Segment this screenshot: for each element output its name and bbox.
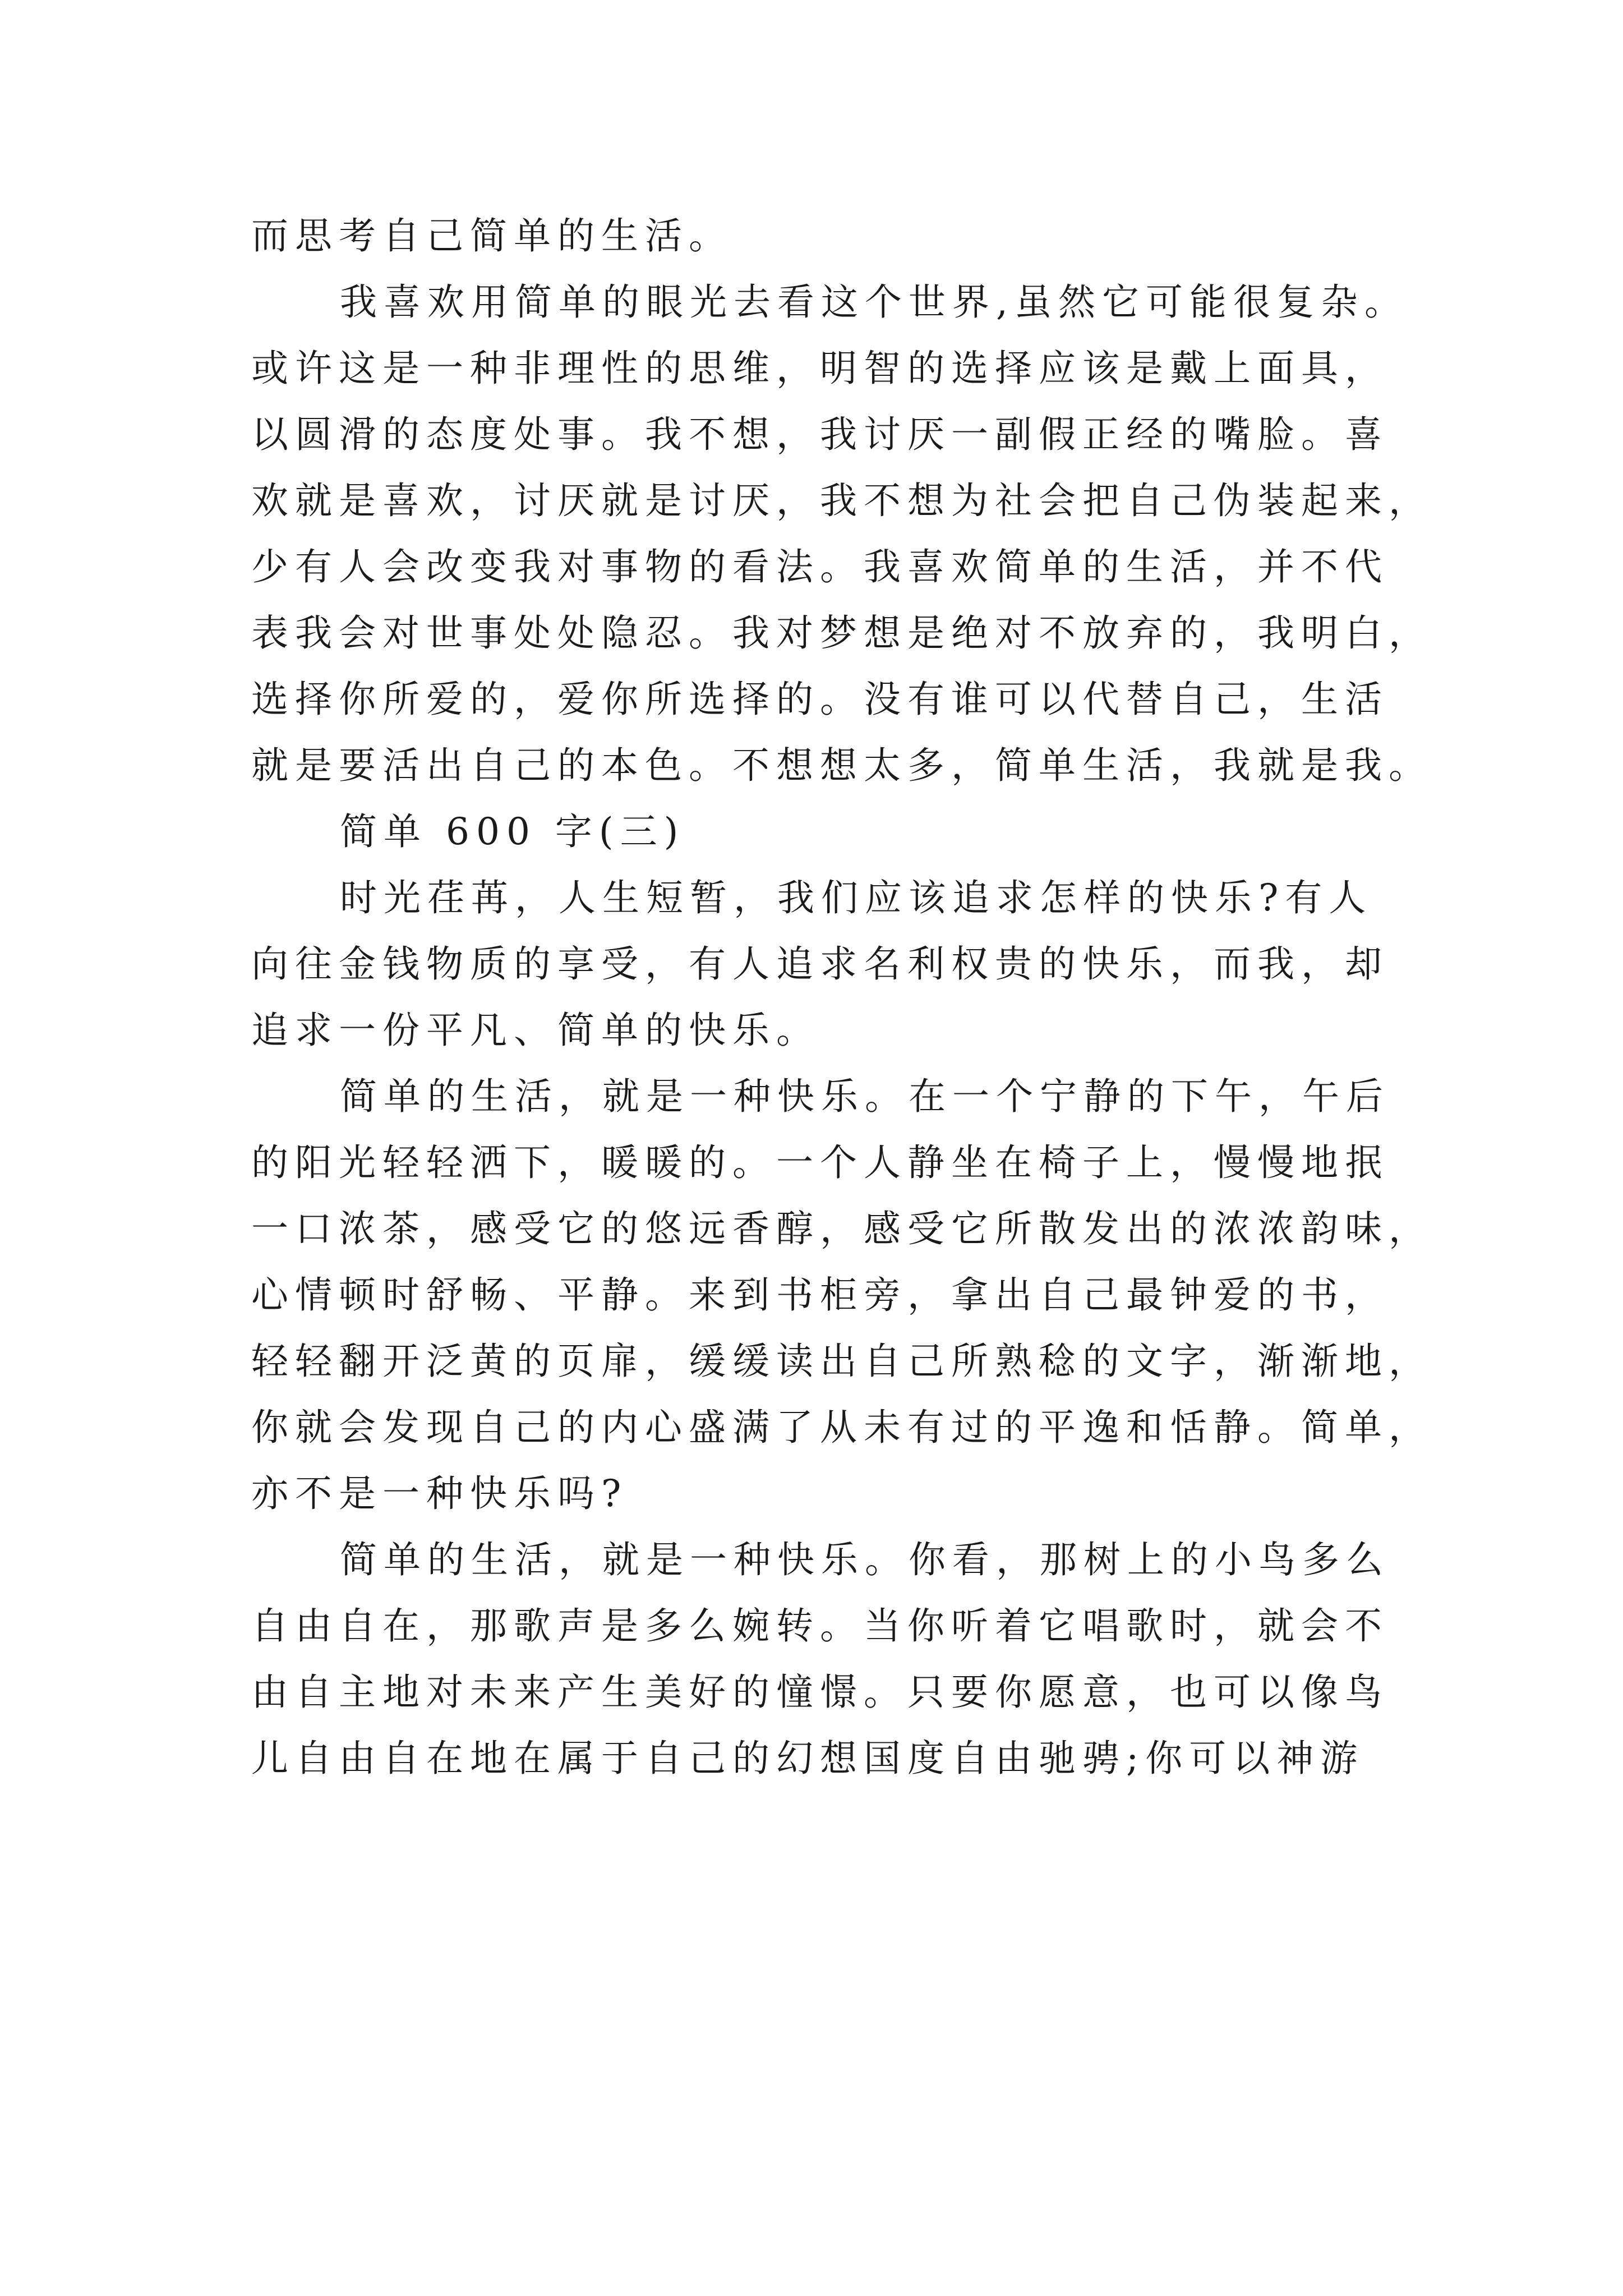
text-line: 或许这是一种非理性的思维，明智的选择应该是戴上面具， — [251, 347, 1389, 390]
text-line: 你就会发现自己的内心盛满了从未有过的平逸和恬静。简单， — [251, 1406, 1432, 1449]
text-line: 追求一份平凡、简单的快乐。 — [251, 1009, 820, 1052]
text-line: 而思考自己简单的生活。 — [251, 214, 732, 257]
text-line: 少有人会改变我对事物的看法。我喜欢简单的生活，并不代 — [251, 545, 1389, 588]
text-line: 欢就是喜欢，讨厌就是讨厌，我不想为社会把自己伪装起来， — [251, 479, 1432, 522]
text-line: 的阳光轻轻洒下，暖暖的。一个人静坐在椅子上，慢慢地抿 — [251, 1141, 1389, 1184]
text-line: 简单的生活，就是一种快乐。你看，那树上的小鸟多么 — [340, 1538, 1390, 1581]
text-line: 心情顿时舒畅、平静。来到书柜旁，拿出自己最钟爱的书， — [251, 1273, 1389, 1317]
body-text — [251, 203, 1432, 1792]
text-line: 以圆滑的态度处事。我不想，我讨厌一副假正经的嘴脸。喜 — [251, 413, 1389, 456]
text-line: 就是要活出自己的本色。不想想太多，简单生活，我就是我。 — [251, 744, 1432, 787]
text-line: 表我会对世事处处隐忍。我对梦想是绝对不放弃的，我明白， — [251, 611, 1432, 655]
text-line: 我喜欢用简单的眼光去看这个世界,虽然它可能很复杂。 — [340, 280, 1408, 324]
text-line: 向往金钱物质的享受，有人追求名利权贵的快乐，而我，却 — [251, 942, 1389, 986]
text-line: 亦不是一种快乐吗? — [251, 1472, 628, 1515]
text-line: 自由自在，那歌声是多么婉转。当你听着它唱歌时，就会不 — [251, 1604, 1389, 1648]
text-line: 时光荏苒，人生短暂，我们应该追求怎样的快乐?有人 — [340, 876, 1373, 919]
text-line: 由自主地对未来产生美好的憧憬。只要你愿意，也可以像鸟 — [251, 1671, 1389, 1714]
text-line: 轻轻翻开泛黄的页扉，缓缓读出自己所熟稔的文字，渐渐地， — [251, 1340, 1432, 1383]
text-line: 简单的生活，就是一种快乐。在一个宁静的下午，午后 — [340, 1075, 1390, 1118]
text-line: 简单 600 字(三) — [340, 810, 685, 853]
text-line: 一口浓茶，感受它的悠远香醇，感受它所散发出的浓浓韵味， — [251, 1207, 1432, 1250]
text-line: 儿自由自在地在属于自己的幻想国度自由驰骋;你可以神游 — [251, 1737, 1364, 1780]
text-line: 选择你所爱的，爱你所选择的。没有谁可以代替自己，生活 — [251, 678, 1389, 721]
